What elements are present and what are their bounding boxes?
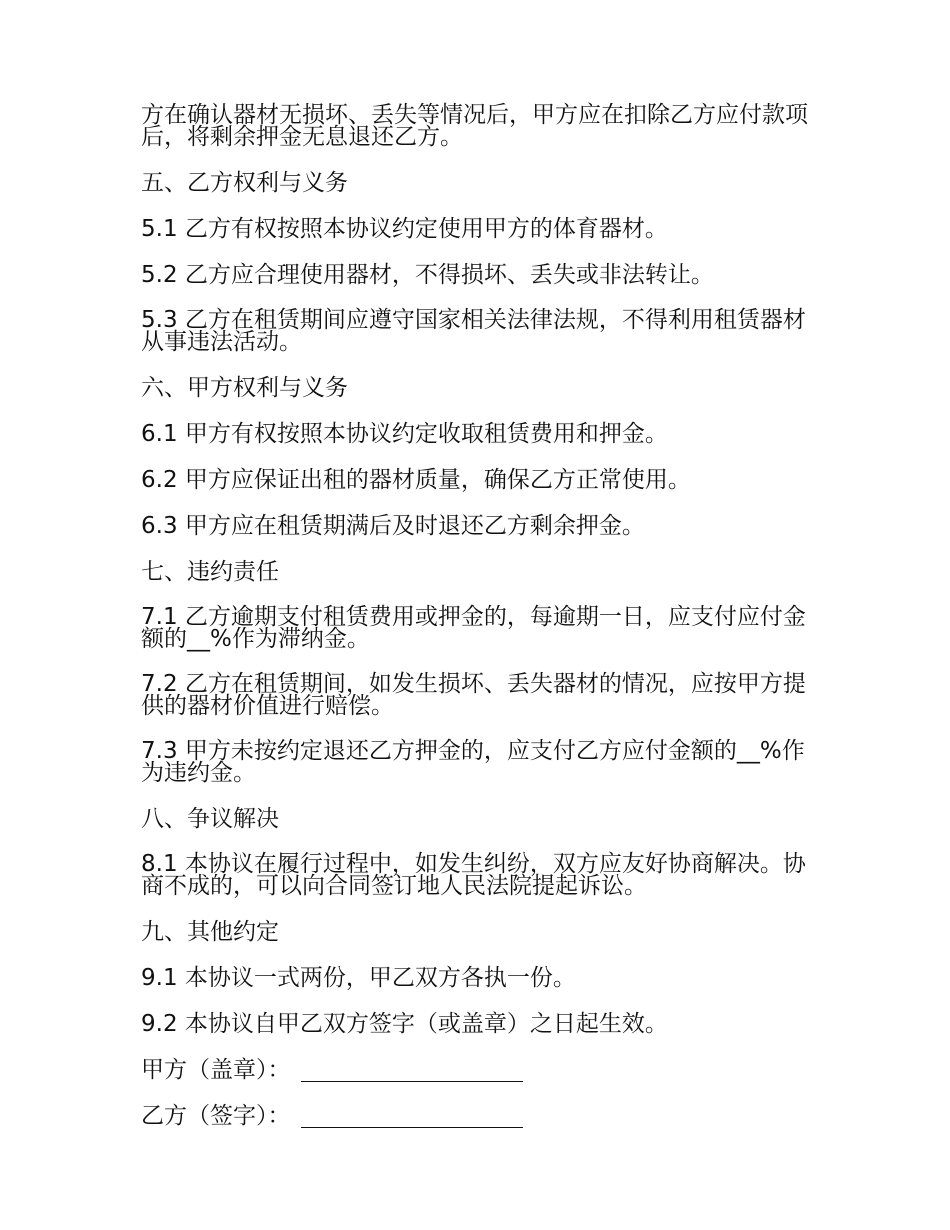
- section-heading-9: 九、其他约定: [141, 919, 279, 945]
- paragraph-deposit-return: 方在确认器材无损坏、丢失等情况后，甲方应在扣除乙方应付款项后，将剩余押金无息退还乙方。: [141, 102, 808, 150]
- party-b-label: 乙方（签字）：: [141, 1103, 291, 1129]
- clause-5-2: 5.2 乙方应合理使用器材，不得损坏、丢失或非法转让。: [141, 262, 714, 288]
- clause-9-1: 9.1 本协议一式两份，甲乙双方各执一份。: [141, 965, 576, 991]
- clause-8-1: 8.1 本协议在履行过程中，如发生纠纷，双方应友好协商解决。协商不成的，可以向合同签订地人民法院提起诉讼。: [141, 851, 806, 899]
- party-b-signature-line: [301, 1107, 523, 1128]
- clause-5-1: 5.1 乙方有权按照本协议约定使用甲方的体育器材。: [141, 216, 668, 242]
- document-page: [141, 104, 811, 1150]
- party-b-signature-row: [141, 1104, 811, 1128]
- clause-6-1: 6.1 甲方有权按照本协议约定收取租赁费用和押金。: [141, 421, 668, 447]
- party-a-signature-row: [141, 1058, 811, 1082]
- clause-6-2: 6.2 甲方应保证出租的器材质量，确保乙方正常使用。: [141, 467, 691, 493]
- clause-7-1: 7.1 乙方逾期支付租赁费用或押金的，每逾期一日，应支付应付金额的__%作为滞纳金。: [141, 604, 806, 652]
- clause-6-3: 6.3 甲方应在租赁期满后及时退还乙方剩余押金。: [141, 513, 645, 539]
- clause-9-2: 9.2 本协议自甲乙双方签字（或盖章）之日起生效。: [141, 1011, 668, 1037]
- section-heading-7: 七、违约责任: [141, 559, 279, 585]
- clause-5-3: 5.3 乙方在租赁期间应遵守国家相关法律法规，不得利用租赁器材从事违法活动。: [141, 307, 806, 355]
- section-heading-5: 五、乙方权利与义务: [141, 170, 348, 196]
- section-heading-6: 六、甲方权利与义务: [141, 375, 348, 401]
- clause-7-3: 7.3 甲方未按约定退还乙方押金的，应支付乙方应付金额的__%作为违约金。: [141, 738, 805, 786]
- section-heading-8: 八、争议解决: [141, 806, 279, 832]
- party-a-label: 甲方（盖章）：: [141, 1057, 291, 1083]
- party-a-signature-line: [301, 1061, 523, 1082]
- clause-7-2: 7.2 乙方在租赁期间，如发生损坏、丢失器材的情况，应按甲方提供的器材价值进行赔偿。: [141, 671, 806, 719]
